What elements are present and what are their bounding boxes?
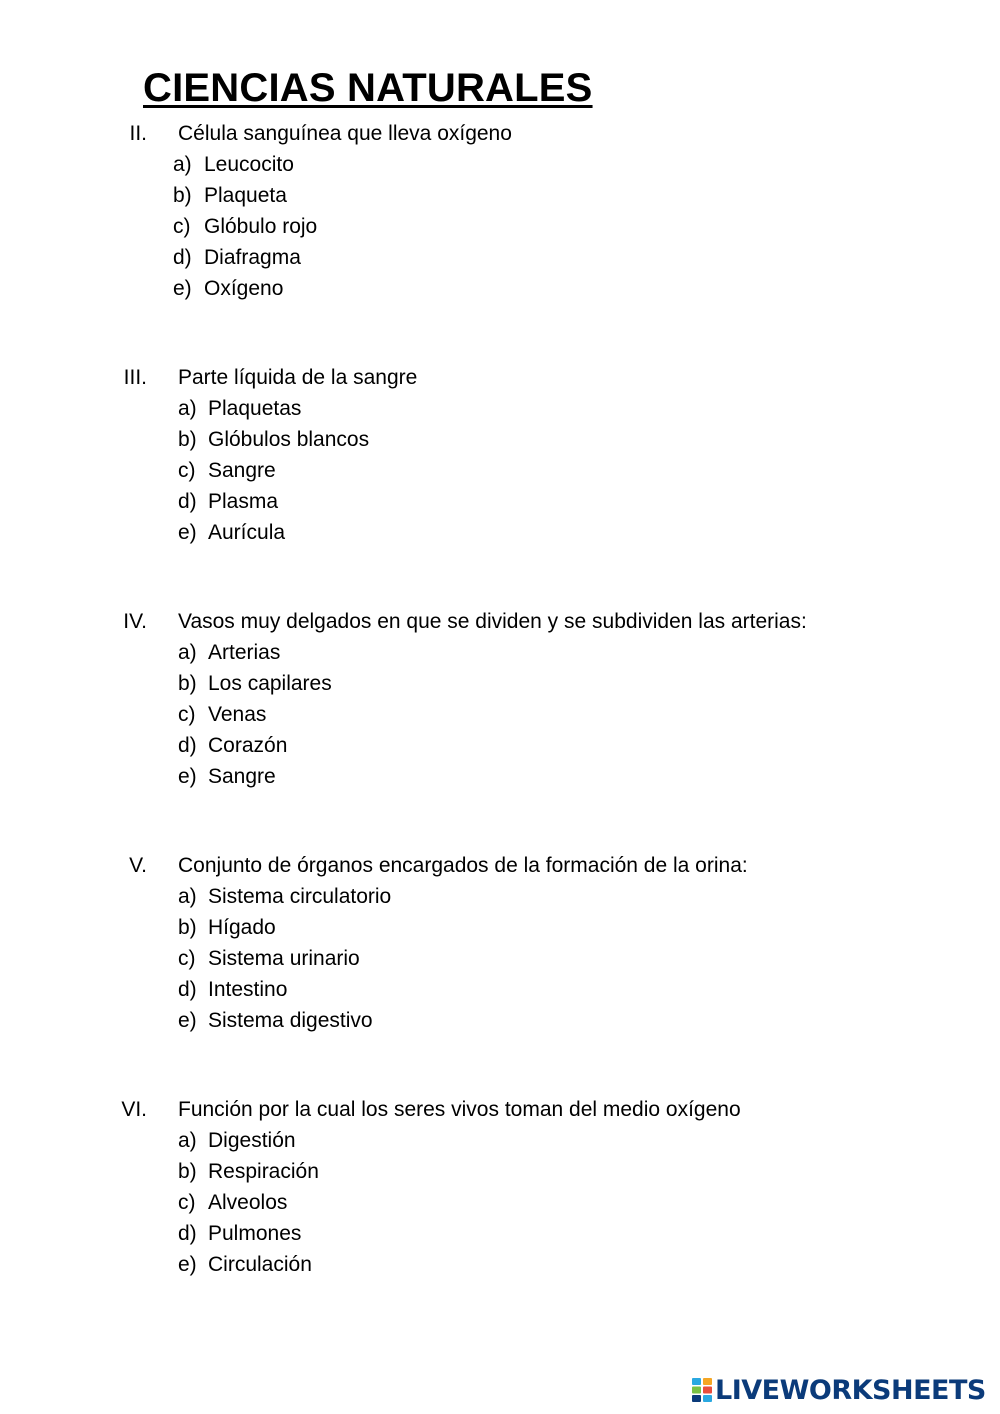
answer-option[interactable]	[0, 1156, 1000, 1187]
answer-option[interactable]	[0, 881, 1000, 912]
option-letter: e)	[178, 1009, 197, 1032]
option-letter: b)	[178, 672, 197, 695]
answer-option[interactable]	[0, 149, 1000, 180]
option-text: Intestino	[208, 978, 288, 1001]
option-text: Alveolos	[208, 1191, 288, 1214]
question-row	[0, 850, 1000, 881]
option-text: Digestión	[208, 1129, 296, 1152]
question-number: IV.	[123, 610, 147, 633]
answer-option[interactable]	[0, 393, 1000, 424]
option-letter: c)	[178, 1191, 196, 1214]
question-row	[0, 118, 1000, 149]
option-text: Diafragma	[204, 246, 301, 269]
option-text: Arterias	[208, 641, 281, 664]
answer-option[interactable]	[0, 1125, 1000, 1156]
liveworksheets-logo-icon	[692, 1378, 712, 1402]
option-letter: d)	[178, 1222, 197, 1245]
option-letter: c)	[178, 703, 196, 726]
question-text: Célula sanguínea que lleva oxígeno	[178, 122, 512, 145]
option-letter: a)	[178, 397, 197, 420]
answer-option[interactable]	[0, 273, 1000, 304]
liveworksheets-logo	[692, 1374, 986, 1406]
answer-option[interactable]	[0, 1249, 1000, 1280]
option-letter: d)	[178, 490, 197, 513]
option-text: Circulación	[208, 1253, 312, 1276]
answer-option[interactable]	[0, 637, 1000, 668]
question-text: Vasos muy delgados en que se dividen y se subdividen las arterias:	[178, 610, 807, 633]
answer-option[interactable]	[0, 242, 1000, 273]
answer-option[interactable]	[0, 424, 1000, 455]
answer-option[interactable]	[0, 974, 1000, 1005]
answer-option[interactable]	[0, 211, 1000, 242]
option-letter: e)	[178, 521, 197, 544]
option-letter: c)	[178, 947, 196, 970]
option-text: Hígado	[208, 916, 276, 939]
answer-option[interactable]	[0, 486, 1000, 517]
option-letter: a)	[173, 153, 192, 176]
option-letter: d)	[178, 978, 197, 1001]
question-block	[0, 850, 1000, 1036]
answer-option[interactable]	[0, 668, 1000, 699]
option-text: Glóbulos blancos	[208, 428, 370, 451]
answer-option[interactable]	[0, 912, 1000, 943]
answer-option[interactable]	[0, 180, 1000, 211]
option-letter: d)	[178, 734, 197, 757]
option-letter: b)	[178, 428, 197, 451]
question-text: Función por la cual los seres vivos toman del medio oxígeno	[178, 1098, 741, 1121]
option-letter: b)	[178, 1160, 197, 1183]
page-title: CIENCIAS NATURALES	[143, 66, 593, 110]
option-text: Glóbulo rojo	[204, 215, 318, 238]
option-letter: c)	[178, 459, 196, 482]
option-text: Sistema circulatorio	[208, 885, 392, 908]
question-number: VI.	[121, 1098, 147, 1121]
option-text: Aurícula	[208, 521, 286, 544]
option-text: Sistema digestivo	[208, 1009, 373, 1032]
question-number: III.	[123, 366, 147, 389]
option-text: Venas	[208, 703, 267, 726]
option-letter: a)	[178, 641, 197, 664]
question-row	[0, 362, 1000, 393]
option-letter: b)	[178, 916, 197, 939]
question-number: V.	[129, 854, 147, 877]
answer-option[interactable]	[0, 730, 1000, 761]
logo-text: LIVEWORKSHEETS	[715, 1374, 986, 1406]
answer-option[interactable]	[0, 1218, 1000, 1249]
answer-option[interactable]	[0, 1005, 1000, 1036]
question-row	[0, 606, 1000, 637]
answer-option[interactable]	[0, 455, 1000, 486]
question-number: II.	[129, 122, 147, 145]
option-text: Oxígeno	[204, 277, 284, 300]
answer-option[interactable]	[0, 943, 1000, 974]
answer-option[interactable]	[0, 517, 1000, 548]
option-letter: c)	[173, 215, 191, 238]
question-block	[0, 118, 1000, 304]
option-text: Pulmones	[208, 1222, 302, 1245]
option-letter: b)	[173, 184, 192, 207]
option-letter: e)	[178, 765, 197, 788]
option-letter: d)	[173, 246, 192, 269]
question-block	[0, 606, 1000, 792]
option-text: Plaquetas	[208, 397, 302, 420]
option-letter: a)	[178, 1129, 197, 1152]
option-text: Los capilares	[208, 672, 332, 695]
option-text: Plasma	[208, 490, 279, 513]
answer-option[interactable]	[0, 761, 1000, 792]
option-text: Plaqueta	[204, 184, 287, 207]
option-letter: a)	[178, 885, 197, 908]
question-block	[0, 1094, 1000, 1280]
option-letter: e)	[173, 277, 192, 300]
answer-option[interactable]	[0, 699, 1000, 730]
option-text: Respiración	[208, 1160, 319, 1183]
option-text: Corazón	[208, 734, 288, 757]
option-letter: e)	[178, 1253, 197, 1276]
option-text: Leucocito	[204, 153, 294, 176]
option-text: Sangre	[208, 459, 276, 482]
question-block	[0, 362, 1000, 548]
question-text: Parte líquida de la sangre	[178, 366, 418, 389]
question-row	[0, 1094, 1000, 1125]
option-text: Sistema urinario	[208, 947, 360, 970]
answer-option[interactable]	[0, 1187, 1000, 1218]
option-text: Sangre	[208, 765, 276, 788]
question-text: Conjunto de órganos encargados de la formación de la orina:	[178, 854, 748, 877]
